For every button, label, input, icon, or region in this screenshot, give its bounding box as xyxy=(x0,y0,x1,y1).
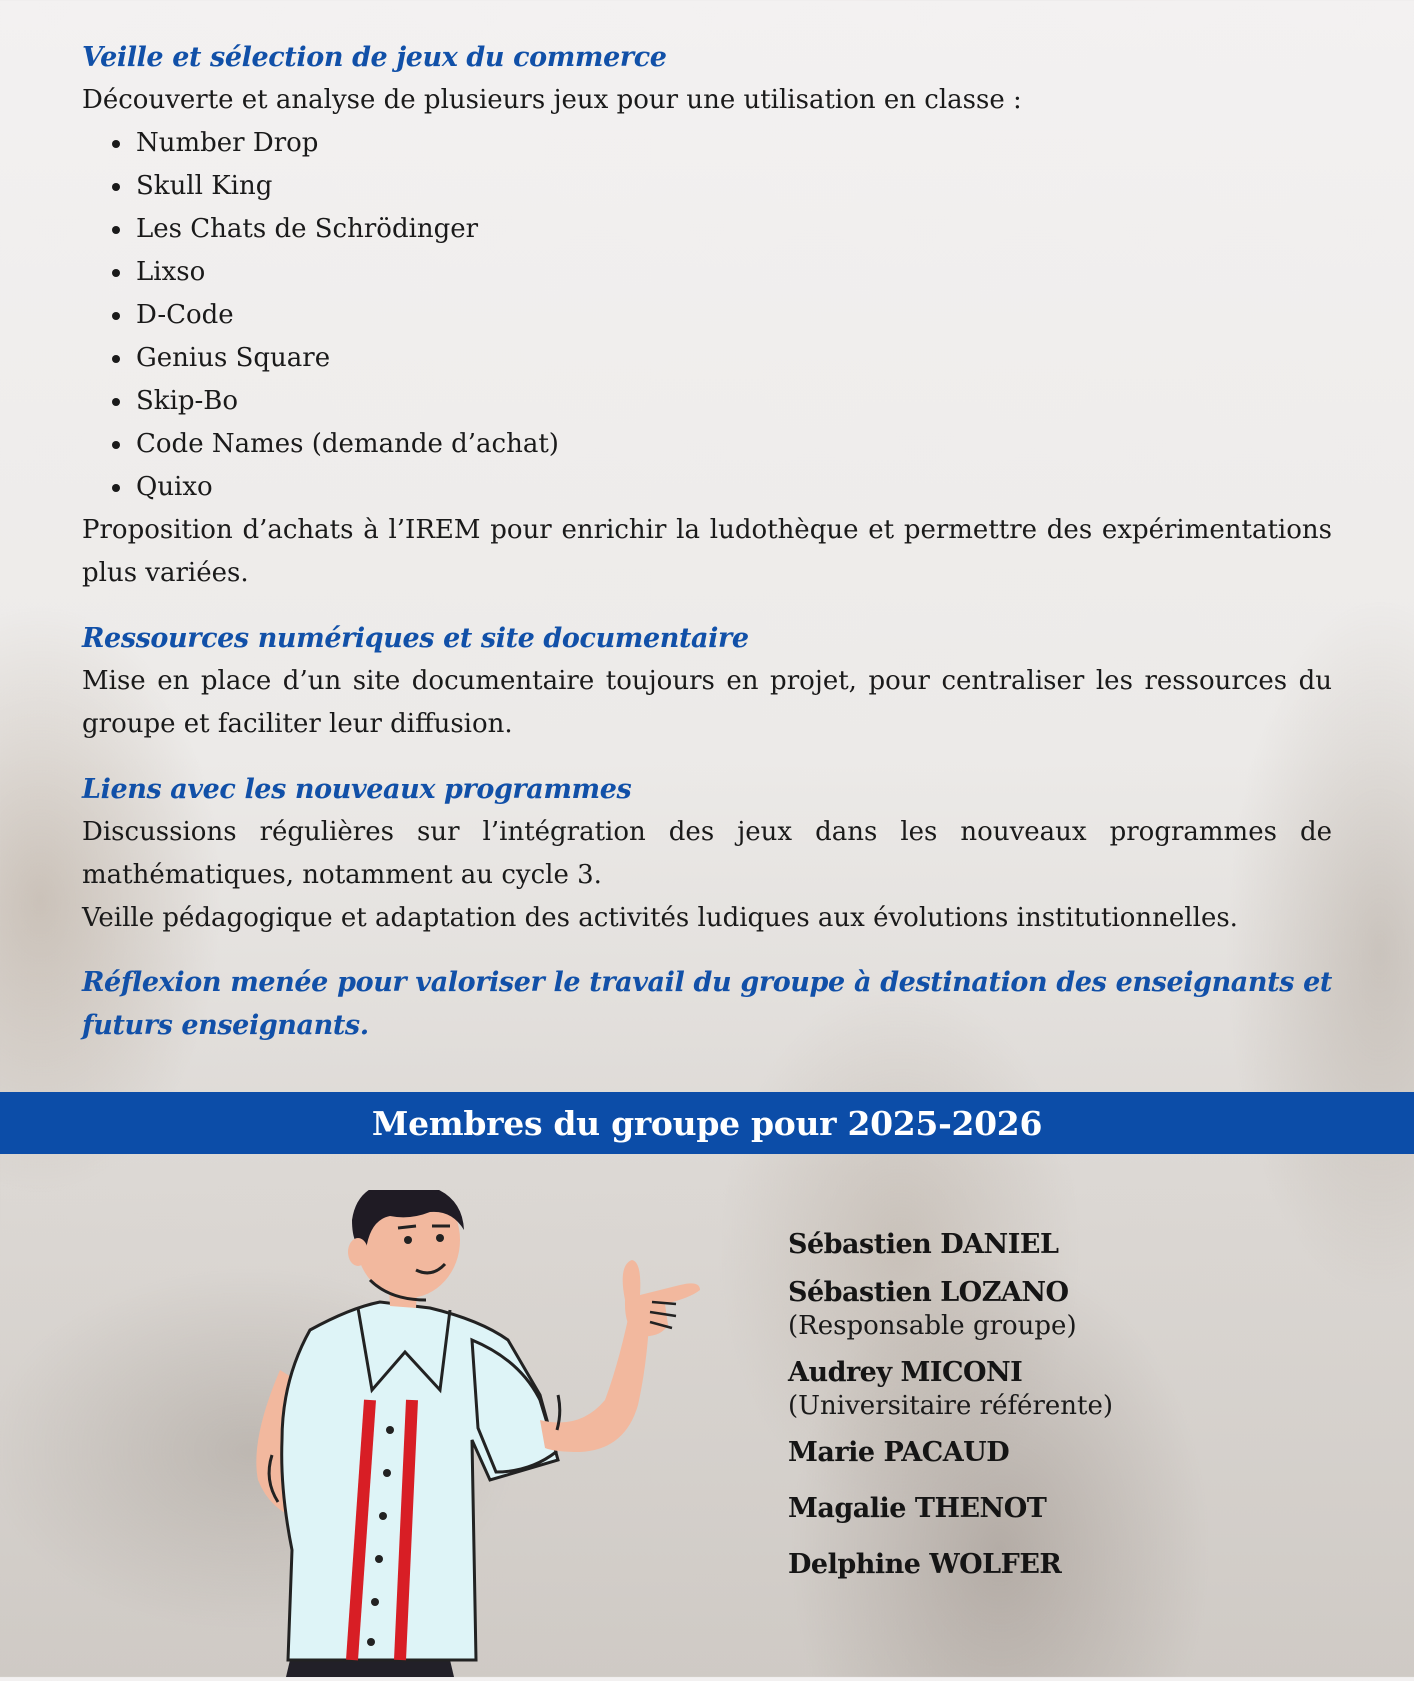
list-item: • Skull King xyxy=(134,165,1332,208)
member-role: (Universitaire référente) xyxy=(788,1391,1113,1421)
ressources-text: Mise en place d’un site documentaire toujours en projet, pour centraliser les ressources du groupe et faciliter leur diffusion. xyxy=(82,666,1332,739)
list-item: • Quixo xyxy=(134,466,1332,509)
member-name: Audrey MICONI xyxy=(788,1357,1023,1388)
member-role: (Responsable groupe) xyxy=(788,1311,1077,1341)
list-item: • Number Drop xyxy=(134,122,1332,165)
liens-text-2: Veille pédagogique et adaptation des activités ludiques aux évolutions institutionnelles. xyxy=(82,903,1238,933)
members-banner xyxy=(0,1092,1414,1154)
member-name: Magalie THENOT xyxy=(788,1493,1047,1524)
section-title-ressources: Ressources numériques et site documentaire xyxy=(82,623,749,654)
list-item xyxy=(788,1436,1348,1470)
pointing-man-illustration xyxy=(240,1190,760,1677)
section-title-liens: Liens avec les nouveaux programmes xyxy=(82,774,632,805)
veille-intro: Découverte et analyse de plusieurs jeux pour une utilisation en classe : xyxy=(82,85,1022,115)
member-name: Marie PACAUD xyxy=(788,1437,1010,1468)
main-content xyxy=(82,36,1332,1047)
list-item: • Code Names (demande d’achat) xyxy=(134,423,1332,466)
list-item xyxy=(788,1228,1348,1262)
liens-text-1: Discussions régulières sur l’intégration des jeux dans les nouveaux programmes de mathématiques, notamment au cycle 3. xyxy=(82,817,1332,890)
banner-title: Membres du groupe pour 2025-2026 xyxy=(371,1103,1043,1143)
list-item: • Skip-Bo xyxy=(134,380,1332,423)
list-item: • D-Code xyxy=(134,294,1332,337)
section-title-veille: Veille et sélection de jeux du commerce xyxy=(82,42,667,73)
member-name: Sébastien DANIEL xyxy=(788,1229,1059,1260)
member-name: Sébastien LOZANO xyxy=(788,1277,1069,1308)
members-list xyxy=(788,1228,1348,1596)
conclusion-text: Réflexion menée pour valoriser le travail du groupe à destination des enseignants et futurs enseignants. xyxy=(82,967,1332,1041)
list-item xyxy=(788,1548,1348,1582)
list-item xyxy=(788,1492,1348,1526)
veille-outro: Proposition d’achats à l’IREM pour enrichir la ludothèque et permettre des expérimentations plus variées. xyxy=(82,515,1332,588)
list-item xyxy=(788,1276,1348,1342)
list-item: • Les Chats de Schrödinger xyxy=(134,208,1332,251)
list-item: • Lixso xyxy=(134,251,1332,294)
list-item: • Genius Square xyxy=(134,337,1332,380)
member-name: Delphine WOLFER xyxy=(788,1549,1062,1580)
games-list xyxy=(82,122,1332,509)
list-item xyxy=(788,1356,1348,1422)
